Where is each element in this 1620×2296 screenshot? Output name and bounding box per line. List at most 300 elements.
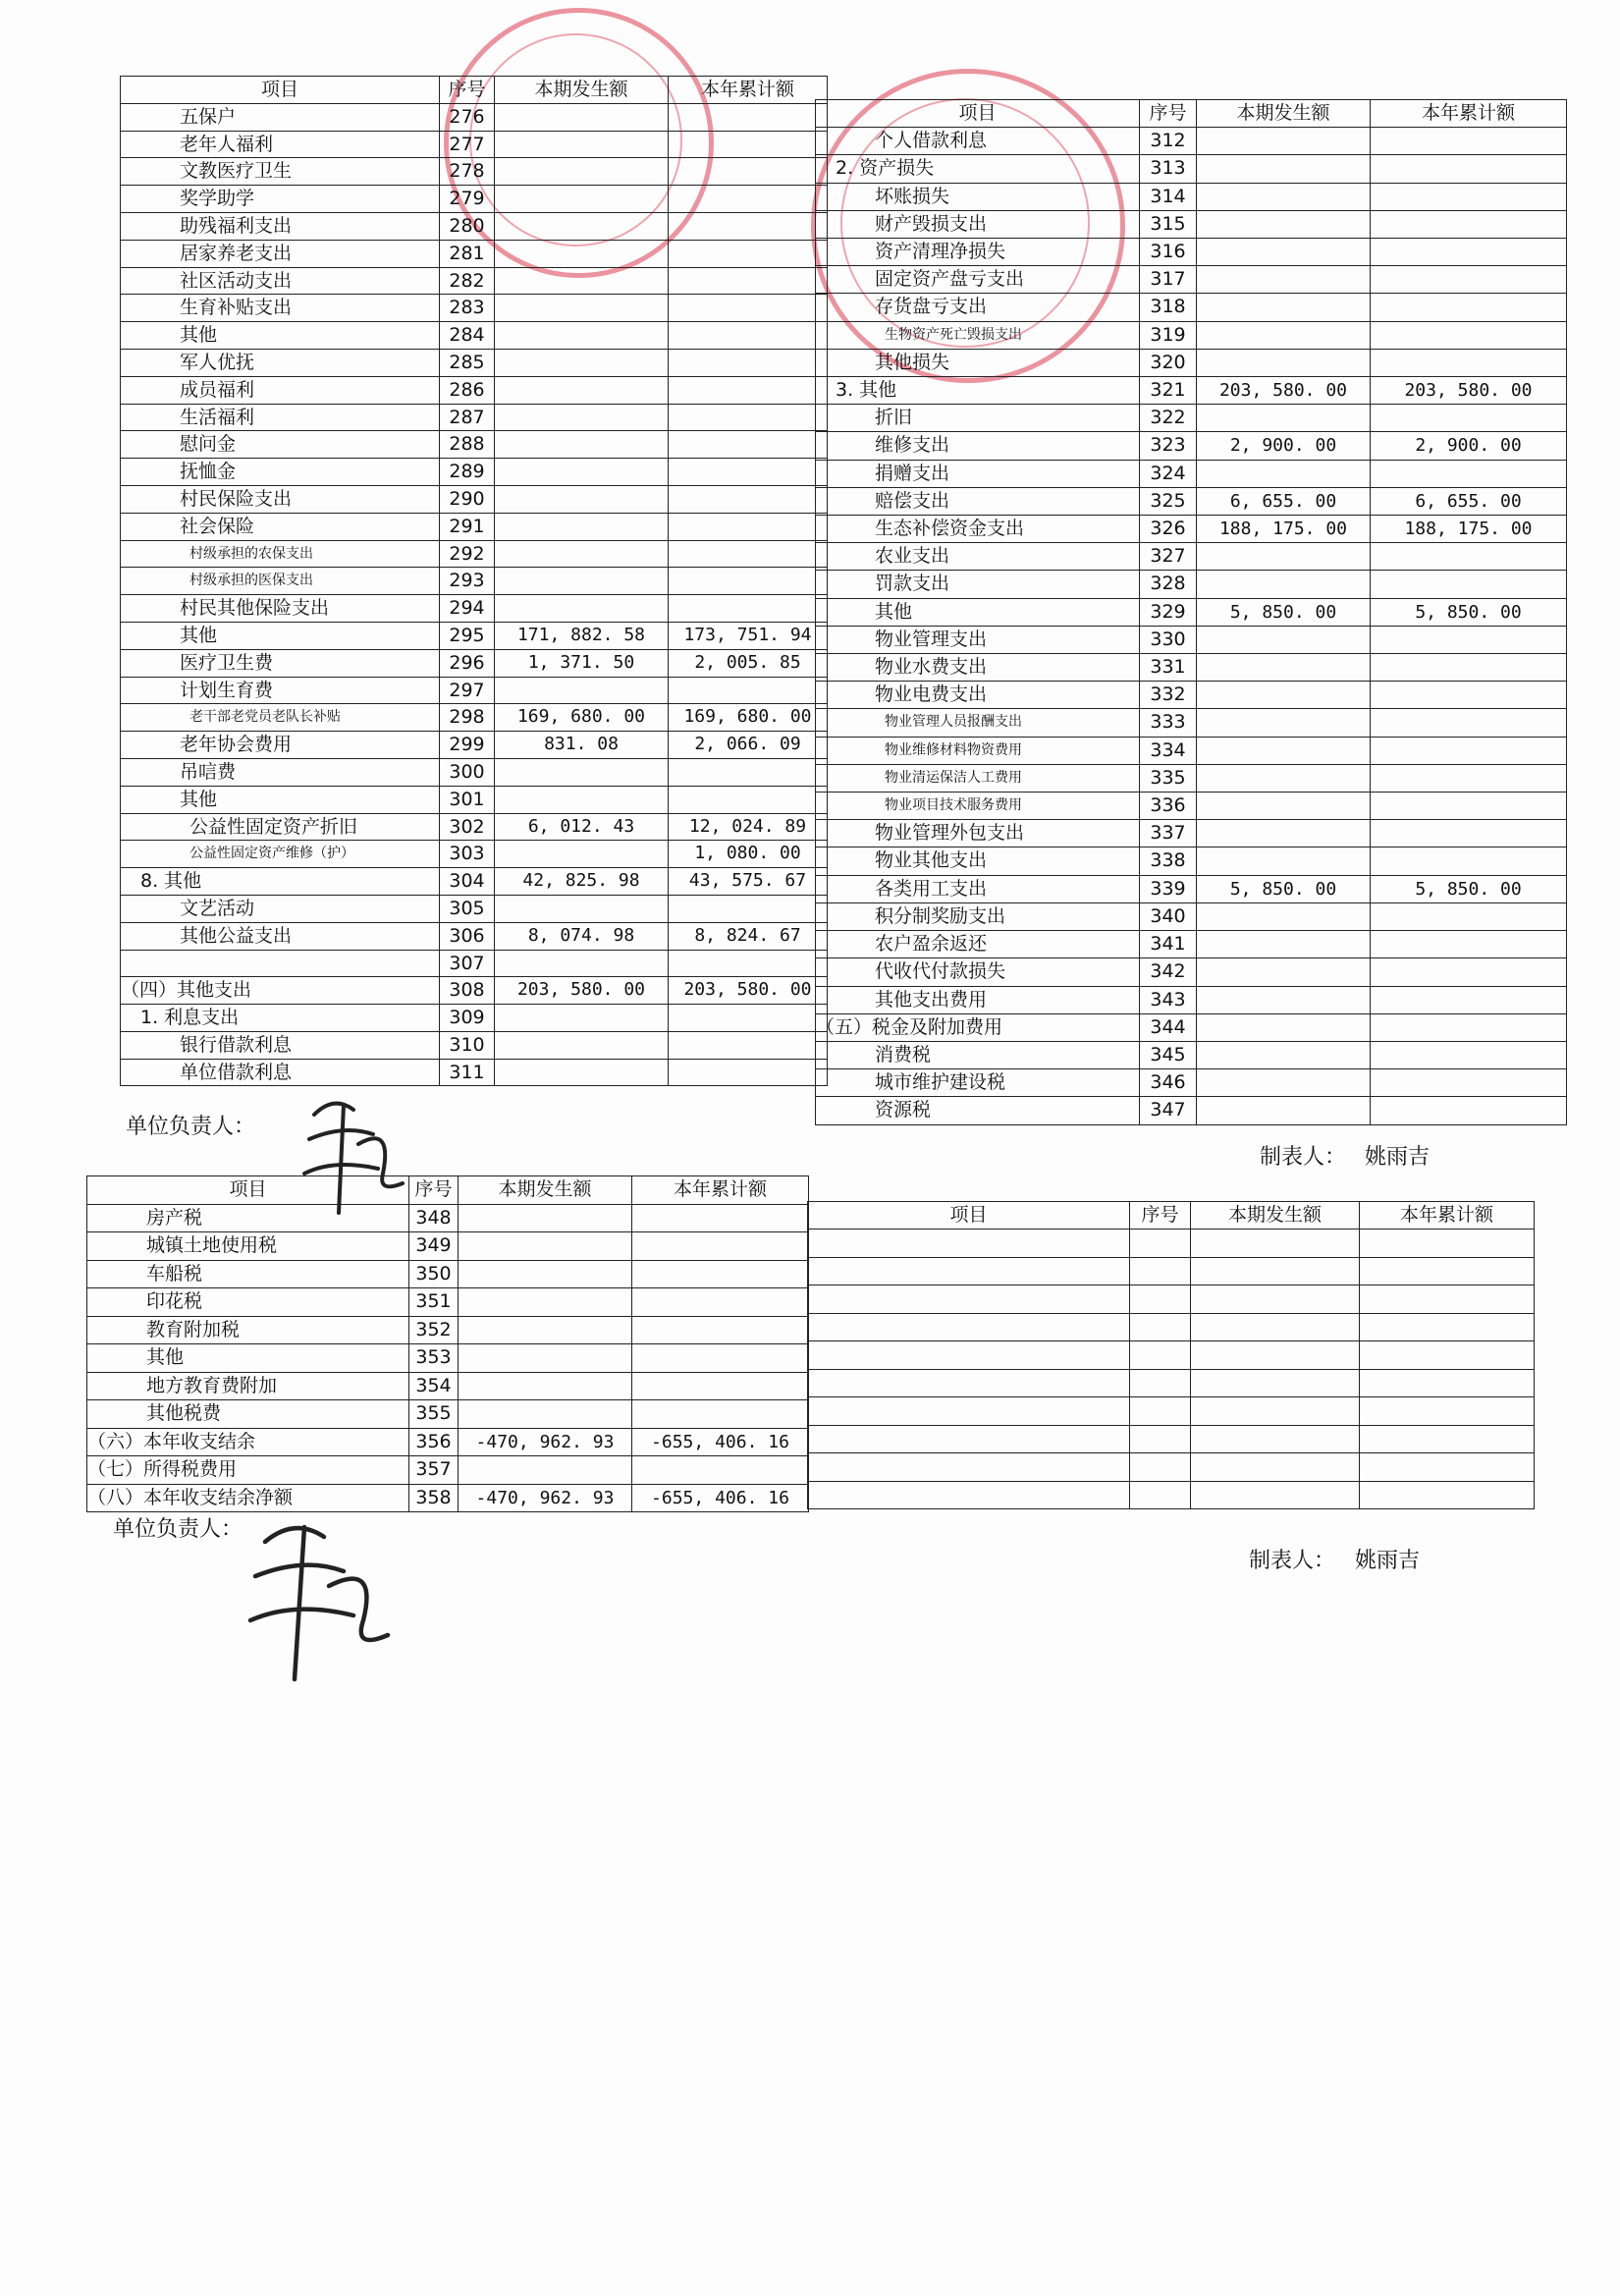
row-current: [1197, 931, 1371, 958]
row-cumulative: [669, 131, 828, 158]
table-row: [87, 1344, 809, 1373]
row-item: 农业支出: [816, 543, 1140, 571]
row-item: 个人借款利息: [816, 128, 1140, 155]
row-current: [1197, 958, 1371, 986]
row-seq: 280: [440, 212, 495, 240]
row-item: 坏账损失: [816, 183, 1140, 210]
table-row: [121, 295, 828, 322]
row-seq: 282: [440, 267, 495, 295]
table-row: [816, 155, 1567, 183]
empty-cell: [1360, 1341, 1535, 1370]
row-current: [495, 758, 669, 786]
row-seq: 341: [1140, 931, 1197, 958]
row-cumulative: [1371, 571, 1567, 598]
row-seq: 276: [440, 103, 495, 131]
row-item: 物业管理人员报酬支出: [816, 709, 1140, 737]
preparer-label: 制表人：: [1260, 1145, 1347, 1170]
row-seq: 352: [409, 1316, 459, 1344]
header-cumulative: 本年累计额: [669, 77, 828, 104]
row-seq: 284: [440, 322, 495, 350]
row-cumulative: [1371, 1069, 1567, 1097]
row-seq: 328: [1140, 571, 1197, 598]
row-current: [495, 186, 669, 213]
table-row: [808, 1397, 1535, 1426]
handwritten-signature-2: [236, 1503, 403, 1699]
row-item: 其他: [121, 786, 440, 813]
row-cumulative: 6, 655. 00: [1371, 487, 1567, 515]
row-cumulative: [669, 1031, 828, 1059]
row-current: [1197, 405, 1371, 432]
empty-cell: [1191, 1230, 1360, 1258]
row-current: [1197, 1013, 1371, 1041]
row-current: [495, 1005, 669, 1032]
row-current: 5, 850. 00: [1197, 875, 1371, 902]
empty-cell: [1130, 1313, 1191, 1341]
table-row: [808, 1369, 1535, 1397]
row-current: [495, 568, 669, 595]
row-seq: 317: [1140, 266, 1197, 294]
row-current: [1197, 1097, 1371, 1124]
row-current: [495, 595, 669, 623]
row-cumulative: [1371, 1097, 1567, 1124]
row-seq: 350: [409, 1260, 459, 1288]
row-seq: 289: [440, 459, 495, 486]
header-item: 项目: [808, 1202, 1130, 1230]
row-item: 社会保险: [121, 513, 440, 540]
row-current: 5, 850. 00: [1197, 598, 1371, 626]
row-item: 城镇土地使用税: [87, 1232, 409, 1261]
empty-cell: [1130, 1481, 1191, 1509]
empty-cell: [1191, 1257, 1360, 1285]
table-header-row: [808, 1202, 1535, 1230]
table-row: [816, 958, 1567, 986]
row-item: 折旧: [816, 405, 1140, 432]
table-row: [816, 1041, 1567, 1068]
table-header-row: [121, 77, 828, 104]
row-current: [1197, 626, 1371, 653]
row-item: 生育补贴支出: [121, 295, 440, 322]
empty-cell: [808, 1425, 1130, 1453]
row-seq: 312: [1140, 128, 1197, 155]
row-item: 罚款支出: [816, 571, 1140, 598]
row-cumulative: [669, 376, 828, 404]
table-header-row: [816, 100, 1567, 128]
row-seq: 286: [440, 376, 495, 404]
preparer-name-2: 姚雨吉: [1355, 1549, 1421, 1573]
unit-leader-label-2: 单位负责人：: [113, 1517, 243, 1542]
empty-cell: [808, 1341, 1130, 1370]
table2-left: [86, 1175, 809, 1512]
table-row: [816, 210, 1567, 238]
row-seq: 318: [1140, 294, 1197, 321]
header-seq: 序号: [440, 77, 495, 104]
row-current: [1197, 210, 1371, 238]
table-row: [121, 786, 828, 813]
table-row: [121, 158, 828, 186]
row-current: [1197, 1069, 1371, 1097]
row-cumulative: [669, 349, 828, 376]
header-seq: 序号: [1130, 1202, 1191, 1230]
row-item: 车船税: [87, 1260, 409, 1288]
row-current: 188, 175. 00: [1197, 516, 1371, 543]
empty-cell: [1191, 1369, 1360, 1397]
row-cumulative: [669, 295, 828, 322]
row-current: [1197, 820, 1371, 847]
row-cumulative: [1371, 1013, 1567, 1041]
row-current: [1197, 709, 1371, 737]
row-cumulative: [632, 1344, 809, 1373]
row-seq: 338: [1140, 847, 1197, 875]
table-row: [121, 895, 828, 922]
row-cumulative: [669, 459, 828, 486]
row-item: 各类用工支出: [816, 875, 1140, 902]
row-item: 代收代付款损失: [816, 958, 1140, 986]
row-current: 203, 580. 00: [1197, 377, 1371, 405]
row-seq: 305: [440, 895, 495, 922]
table-row: [87, 1204, 809, 1232]
row-item: 赔偿支出: [816, 487, 1140, 515]
table-row: [816, 543, 1567, 571]
row-cumulative: [1371, 266, 1567, 294]
row-item: 其他损失: [816, 349, 1140, 376]
table-row: [816, 682, 1567, 709]
header-item: 项目: [816, 100, 1140, 128]
row-cumulative: -655, 406. 16: [632, 1484, 809, 1512]
row-cumulative: [669, 485, 828, 513]
row-cumulative: 169, 680. 00: [669, 704, 828, 732]
row-item: 奖学助学: [121, 186, 440, 213]
row-item: 2. 资产损失: [816, 155, 1140, 183]
row-seq: 308: [440, 977, 495, 1005]
row-seq: 348: [409, 1204, 459, 1232]
row-current: [495, 950, 669, 977]
row-current: 171, 882. 58: [495, 622, 669, 649]
table-row: [121, 240, 828, 267]
row-item: 医疗卫生费: [121, 649, 440, 677]
row-current: [1197, 266, 1371, 294]
row-seq: 295: [440, 622, 495, 649]
row-seq: 313: [1140, 155, 1197, 183]
table-row: [121, 868, 828, 896]
empty-cell: [1191, 1425, 1360, 1453]
empty-cell: [808, 1313, 1130, 1341]
row-seq: 334: [1140, 737, 1197, 764]
header-cumulative: 本年累计额: [1371, 100, 1567, 128]
table-row: [87, 1316, 809, 1344]
row-item: 农户盈余返还: [816, 931, 1140, 958]
empty-cell: [808, 1397, 1130, 1426]
row-current: [495, 376, 669, 404]
table-row: [816, 487, 1567, 515]
row-seq: 344: [1140, 1013, 1197, 1041]
row-current: [1197, 764, 1371, 792]
empty-cell: [1360, 1425, 1535, 1453]
table-row: [808, 1230, 1535, 1258]
row-item: 物业水费支出: [816, 654, 1140, 682]
row-current: [1197, 239, 1371, 266]
row-cumulative: [669, 595, 828, 623]
table-row: [121, 1005, 828, 1032]
row-seq: 332: [1140, 682, 1197, 709]
table-row: [816, 709, 1567, 737]
row-item: 村级承担的医保支出: [121, 568, 440, 595]
row-item: 资源税: [816, 1097, 1140, 1124]
row-item: 吊唁费: [121, 758, 440, 786]
table-row: [121, 131, 828, 158]
row-cumulative: [1371, 349, 1567, 376]
row-cumulative: [669, 103, 828, 131]
empty-cell: [1130, 1369, 1191, 1397]
row-cumulative: 5, 850. 00: [1371, 598, 1567, 626]
row-cumulative: [1371, 986, 1567, 1013]
row-seq: 358: [409, 1484, 459, 1512]
table-row: [121, 841, 828, 868]
row-seq: 315: [1140, 210, 1197, 238]
row-current: [495, 485, 669, 513]
row-seq: 321: [1140, 377, 1197, 405]
table-row: [87, 1456, 809, 1485]
row-current: [495, 677, 669, 704]
table-row: [816, 1013, 1567, 1041]
row-seq: 281: [440, 240, 495, 267]
table-row: [121, 677, 828, 704]
row-cumulative: 12, 024. 89: [669, 813, 828, 841]
row-current: [459, 1344, 632, 1373]
row-seq: 316: [1140, 239, 1197, 266]
row-cumulative: [1371, 155, 1567, 183]
row-cumulative: [632, 1288, 809, 1317]
row-cumulative: 2, 066. 09: [669, 732, 828, 759]
table-row: [816, 128, 1567, 155]
row-item: 物业管理支出: [816, 626, 1140, 653]
table-row: [121, 704, 828, 732]
row-current: [459, 1316, 632, 1344]
empty-cell: [1191, 1481, 1360, 1509]
row-item: 村级承担的农保支出: [121, 540, 440, 568]
table-row: [121, 649, 828, 677]
table-row: [121, 267, 828, 295]
row-seq: 343: [1140, 986, 1197, 1013]
row-cumulative: [1371, 1041, 1567, 1068]
row-cumulative: [1371, 820, 1567, 847]
row-current: 203, 580. 00: [495, 977, 669, 1005]
row-seq: 304: [440, 868, 495, 896]
row-current: [495, 322, 669, 350]
table-row: [816, 432, 1567, 460]
row-cumulative: 43, 575. 67: [669, 868, 828, 896]
row-current: [495, 349, 669, 376]
empty-cell: [1360, 1481, 1535, 1509]
row-cumulative: [669, 404, 828, 431]
row-cumulative: [632, 1456, 809, 1485]
row-current: [495, 212, 669, 240]
row-seq: 325: [1140, 487, 1197, 515]
row-cumulative: [1371, 958, 1567, 986]
row-item: 8. 其他: [121, 868, 440, 896]
row-seq: 294: [440, 595, 495, 623]
row-seq: 355: [409, 1400, 459, 1429]
row-cumulative: [669, 267, 828, 295]
table-row: [816, 183, 1567, 210]
row-current: [1197, 155, 1371, 183]
row-seq: 287: [440, 404, 495, 431]
table-row: [121, 732, 828, 759]
row-item: 村民其他保险支出: [121, 595, 440, 623]
row-cumulative: [669, 786, 828, 813]
table-row: [121, 212, 828, 240]
empty-cell: [1130, 1257, 1191, 1285]
table-row: [816, 266, 1567, 294]
row-seq: 278: [440, 158, 495, 186]
row-item: 资产清理净损失: [816, 239, 1140, 266]
row-seq: 351: [409, 1288, 459, 1317]
table-row: [808, 1425, 1535, 1453]
row-seq: 306: [440, 922, 495, 950]
row-cumulative: [1371, 405, 1567, 432]
table-row: [816, 377, 1567, 405]
table-row: [816, 460, 1567, 487]
table-row: [87, 1260, 809, 1288]
table-row: [121, 404, 828, 431]
header-current: 本期发生额: [495, 77, 669, 104]
row-seq: 290: [440, 485, 495, 513]
table-row: [808, 1313, 1535, 1341]
table-row: [816, 1097, 1567, 1124]
row-cumulative: [669, 540, 828, 568]
row-seq: 337: [1140, 820, 1197, 847]
row-current: [495, 1031, 669, 1059]
row-seq: 346: [1140, 1069, 1197, 1097]
row-current: [495, 431, 669, 459]
row-cumulative: 203, 580. 00: [1371, 377, 1567, 405]
empty-cell: [1360, 1285, 1535, 1314]
row-seq: 333: [1140, 709, 1197, 737]
row-seq: 335: [1140, 764, 1197, 792]
row-item: 其他: [121, 622, 440, 649]
row-cumulative: 5, 850. 00: [1371, 875, 1567, 902]
row-seq: 326: [1140, 516, 1197, 543]
row-item: 单位借款利息: [121, 1059, 440, 1086]
row-item: 计划生育费: [121, 677, 440, 704]
table-row: [121, 459, 828, 486]
table-row: [808, 1257, 1535, 1285]
row-seq: 327: [1140, 543, 1197, 571]
table-row: [816, 793, 1567, 820]
table-row: [121, 540, 828, 568]
row-cumulative: -655, 406. 16: [632, 1428, 809, 1456]
table-row: [121, 1059, 828, 1086]
empty-cell: [1360, 1453, 1535, 1482]
empty-cell: [1130, 1453, 1191, 1482]
row-current: [1197, 183, 1371, 210]
row-seq: 342: [1140, 958, 1197, 986]
row-cumulative: [1371, 793, 1567, 820]
row-item: 其他: [816, 598, 1140, 626]
row-current: [1197, 460, 1371, 487]
row-item: 其他支出费用: [816, 986, 1140, 1013]
row-cumulative: 173, 751. 94: [669, 622, 828, 649]
empty-cell: [1130, 1425, 1191, 1453]
row-current: 6, 655. 00: [1197, 487, 1371, 515]
table-row: [816, 986, 1567, 1013]
row-item: 成员福利: [121, 376, 440, 404]
row-seq: 357: [409, 1456, 459, 1485]
row-item: 银行借款利息: [121, 1031, 440, 1059]
header-item: 项目: [121, 77, 440, 104]
row-seq: 345: [1140, 1041, 1197, 1068]
row-current: [1197, 349, 1371, 376]
row-item: 积分制奖励支出: [816, 902, 1140, 930]
row-cumulative: [1371, 128, 1567, 155]
table-row: [121, 595, 828, 623]
row-current: [1197, 737, 1371, 764]
row-item: 公益性固定资产维修（护）: [121, 841, 440, 868]
row-seq: 314: [1140, 183, 1197, 210]
row-current: 169, 680. 00: [495, 704, 669, 732]
table-row: [816, 239, 1567, 266]
table-row: [808, 1285, 1535, 1314]
row-cumulative: [1371, 709, 1567, 737]
row-current: [495, 786, 669, 813]
row-current: [459, 1372, 632, 1400]
row-item: 居家养老支出: [121, 240, 440, 267]
row-current: [495, 240, 669, 267]
row-seq: 323: [1140, 432, 1197, 460]
row-seq: 301: [440, 786, 495, 813]
row-seq: 307: [440, 950, 495, 977]
row-current: [1197, 321, 1371, 349]
table-row: [121, 622, 828, 649]
row-current: [495, 404, 669, 431]
table-row: [816, 516, 1567, 543]
row-item: 军人优抚: [121, 349, 440, 376]
row-item: 社区活动支出: [121, 267, 440, 295]
row-item: 城市维护建设税: [816, 1069, 1140, 1097]
row-cumulative: [1371, 626, 1567, 653]
row-item: 助残福利支出: [121, 212, 440, 240]
row-current: [495, 158, 669, 186]
row-item: 生态补偿资金支出: [816, 516, 1140, 543]
row-item: 财产毁损支出: [816, 210, 1140, 238]
table-row: [121, 349, 828, 376]
row-seq: 339: [1140, 875, 1197, 902]
table-row: [121, 485, 828, 513]
row-seq: 302: [440, 813, 495, 841]
table-row: [87, 1400, 809, 1429]
row-current: [1197, 294, 1371, 321]
row-item: 印花税: [87, 1288, 409, 1317]
row-seq: 300: [440, 758, 495, 786]
row-item: 地方教育费附加: [87, 1372, 409, 1400]
row-current: 42, 825. 98: [495, 868, 669, 896]
row-item: 存货盘亏支出: [816, 294, 1140, 321]
row-current: [495, 131, 669, 158]
row-seq: 285: [440, 349, 495, 376]
header-cumulative: 本年累计额: [632, 1176, 809, 1205]
row-cumulative: [669, 758, 828, 786]
row-cumulative: [632, 1232, 809, 1261]
table-row: [121, 1031, 828, 1059]
row-item: 生活福利: [121, 404, 440, 431]
empty-cell: [1191, 1285, 1360, 1314]
row-seq: 320: [1140, 349, 1197, 376]
row-cumulative: [1371, 321, 1567, 349]
row-cumulative: [1371, 682, 1567, 709]
empty-cell: [1130, 1230, 1191, 1258]
row-cumulative: [669, 240, 828, 267]
row-item: 文艺活动: [121, 895, 440, 922]
empty-cell: [1360, 1230, 1535, 1258]
